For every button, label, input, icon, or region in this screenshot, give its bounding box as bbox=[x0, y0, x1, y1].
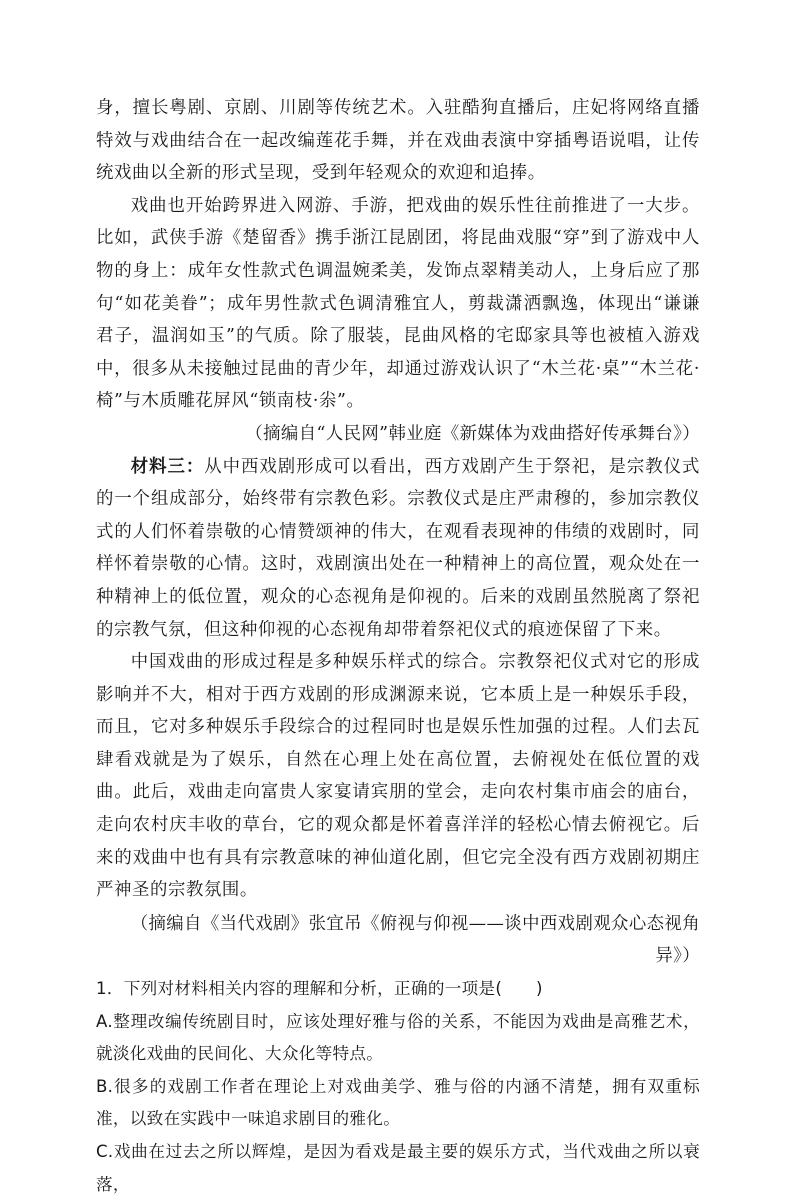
material-3-text: 从中西戏剧形成可以看出，西方戏剧产生于祭祀，是宗教仪式的一个组成部分，始终带有宗教色彩。宗教仪式是庄严肃穆的，参加宗教仪式的人们怀着崇敬的心情赞颂神的伟大，在观看表现神的伟绩的戏剧时，同样怀着崇敬的心情。这时，戏剧演出处在一种精神上的高位置，观众处在一种精神上的低位置，观众的心态视角是仰视的。后来的戏剧虽然脱离了祭祀的宗教气氛，但这种仰视的心态视角却带着祭祀仪式的痕迹保留了下来。 bbox=[96, 456, 700, 640]
paragraph-chinese-opera: 中国戏曲的形成过程是多种娱乐样式的综合。宗教祭祀仪式对它的形成影响并不大，相对于西方戏剧的形成渊源来说，它本质上是一种娱乐手段，而且，它对多种娱乐手段综合的过程同时也是娱乐性加强的过程。人们去瓦肆看戏就是为了娱乐，自然在心理上处在高位置，去俯视处在低位置的戏曲。此后，戏曲走向富贵人家宴请宾朋的堂会，走向农村集市庙会的庙台，走向农村庆丰收的草台，它的观众都是怀着喜洋洋的轻松心情去俯视它。后来的戏曲中也有具有宗教意味的神仙道化剧，但它完全没有西方戏剧初期庄严神圣的宗教氛围。 bbox=[96, 652, 700, 901]
option-b: B.很多的戏剧工作者在理论上对戏曲美学、雅与俗的内涵不清楚，拥有双重标准，以致在实践中一味追求剧目的雅化。 bbox=[96, 1076, 700, 1129]
paragraph-continued: 身，擅长粤剧、京剧、川剧等传统艺术。入驻酷狗直播后，庄妃将网络直播特效与戏曲结合在一起改编莲花手舞，并在戏曲表演中穿插粤语说唱，让传统戏曲以全新的形式呈现，受到年轻观众的欢迎和追捧。 bbox=[96, 98, 700, 184]
source-citation-2: （摘编自“人民网”韩业庭《新媒体为戏曲搭好传承舞台》） bbox=[245, 423, 700, 444]
option-a: A.整理改编传统剧目时，应该处理好雅与俗的关系，不能因为戏曲是高雅艺术，就淡化戏曲的民间化、大众化等特点。 bbox=[96, 1011, 700, 1064]
option-c: C.戏曲在过去之所以辉煌，是因为看戏是最主要的娱乐方式，当代戏曲之所以衰落， bbox=[96, 1142, 700, 1194]
question-stem: 1．下列对材料相关内容的理解和分析，正确的一项是( ) bbox=[96, 979, 543, 999]
document-page bbox=[96, 92, 700, 1201]
material-3-label: 材料三： bbox=[130, 456, 205, 477]
paragraph-games: 戏曲也开始跨界进入网游、手游，把戏曲的娱乐性往前推进了一大步。比如，武侠手游《楚留香》携手浙江昆剧团，将昆曲戏服“穿”到了游戏中人物的身上：成年女性款式色调温婉柔美，发饰点翠精美动人，上身后应了那句“如花美眷”；成年男性款式色调清雅宜人，剪裁潇洒飘逸，体现出“谦谦君子，温润如玉”的气质。除了服装，昆曲风格的宅邸家具等也被植入游戏中，很多从未接触过昆曲的青少年，却通过游戏认识了“木兰花·桌”“木兰花·椅”与木质雕花屏风“锁南枝·尜”。 bbox=[96, 195, 700, 412]
paragraph-material-3 bbox=[96, 451, 700, 647]
source-citation-3: （摘编自《当代戏剧》张宜吊《俯视与仰视——谈中西戏剧观众心态视角异》） bbox=[130, 913, 700, 967]
